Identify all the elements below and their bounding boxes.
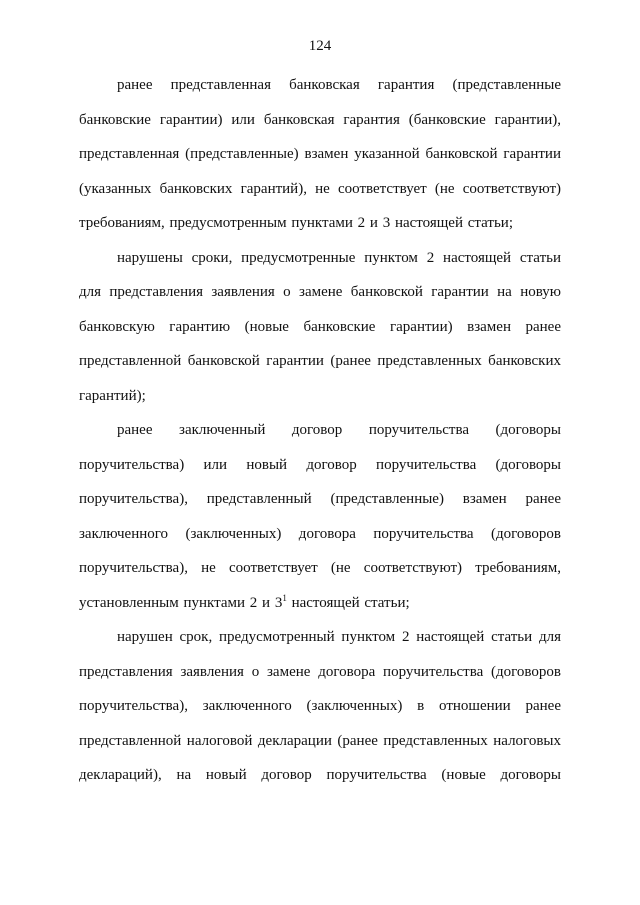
document-body xyxy=(79,68,561,793)
paragraph-surety-mismatch-text: ранее заключенный договор поручительства (договоры поручительства) или новый договор поручительства (договоры поручительства), представленный (представленные) взамен ранее заключенного (заключенных) договора поручительства (договоров поручительства), не соответствует (не соответствуют) требованиям, установленным пунктами 2 и 3 xyxy=(79,422,561,611)
paragraph-surety-mismatch-tail: настоящей статьи; xyxy=(286,594,410,611)
paragraph-bank-guarantee-deadline: нарушены сроки, предусмотренные пунктом 2 настоящей статьи для представления заявления о замене банковской гарантии на новую банковскую гарантию (новые банковские гарантии) взамен ранее представленной банковской гарантии (ранее представленных банковских гарантий); xyxy=(79,249,561,404)
paragraph-bank-guarantee-mismatch: ранее представленная банковская гарантия (представленные банковские гарантии) или банковская гарантия (банковские гарантии), представленная (представленные) взамен указанной банковской гарантии (указанных банковских гарантий), не соответствует (не соответствуют) требованиям, предусмотренным пунктами 2 и 3 настоящей статьи; xyxy=(79,77,561,231)
paragraph-surety-mismatch xyxy=(79,413,561,620)
page-number: 124 xyxy=(308,38,332,54)
superscript-mark: 1 xyxy=(282,592,287,603)
paragraph-surety-deadline: нарушен срок, предусмотренный пунктом 2 настоящей статьи для представления заявления о замене договора поручительства (договоров поручительства), заключенного (заключенных) в отношении ранее представленной налоговой декларации (ранее представленных налоговых деклараций), на новый договор поручительства (новые договоры xyxy=(79,629,561,783)
